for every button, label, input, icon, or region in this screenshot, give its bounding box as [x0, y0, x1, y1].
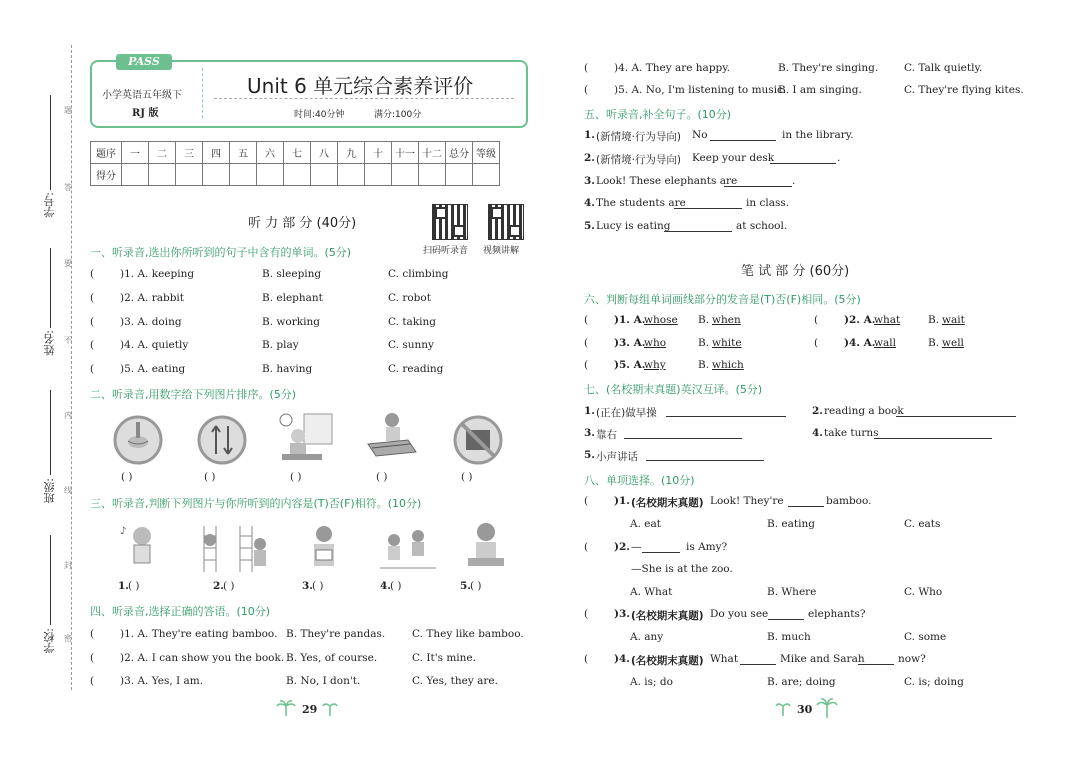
- no-talking-sign-image: [452, 414, 504, 466]
- answer-blank[interactable]: ( ): [390, 580, 402, 592]
- qr-code-listen[interactable]: [432, 204, 468, 240]
- word-b: when: [712, 314, 741, 326]
- item-text: .: [837, 152, 841, 164]
- score-cell[interactable]: [203, 164, 230, 186]
- fill-blank[interactable]: [770, 163, 836, 164]
- boy-reading-image: [278, 410, 336, 466]
- item-text: in the library.: [782, 129, 854, 141]
- table-cell: 十一: [392, 142, 419, 164]
- table-cell: 九: [338, 142, 365, 164]
- fill-blank[interactable]: [674, 208, 742, 209]
- palm-icon: [816, 698, 838, 718]
- binding-mark: 要: [64, 259, 72, 268]
- section-3-title: 三、听录音,判断下列图片与你所听到的内容是(T)否(F)相符。(10分): [90, 497, 422, 510]
- item-text: 小声讲话: [596, 451, 638, 463]
- paren-open: (: [90, 339, 95, 351]
- item-number: )2.: [614, 541, 630, 553]
- time-label: 时间:40分钟: [294, 110, 345, 120]
- binding-mark: 不: [64, 336, 72, 345]
- option-c: C. Talk quietly.: [904, 62, 983, 74]
- table-cell: 十: [365, 142, 392, 164]
- score-cell[interactable]: [257, 164, 284, 186]
- option-a: )3. A. Yes, I am.: [120, 675, 204, 687]
- option-c: C. some: [904, 631, 947, 643]
- section-2-title: 二、听录音,用数字给下列图片排序。(5分): [90, 388, 297, 401]
- boys-climbing-image: [196, 522, 274, 574]
- fill-blank[interactable]: [896, 416, 1016, 417]
- answer-blank[interactable]: ( ): [223, 580, 235, 592]
- binding-mark: 答: [64, 183, 72, 192]
- score-table-header-row: [91, 142, 500, 164]
- name-label: 姓名:: [43, 330, 56, 356]
- palm-icon: [322, 700, 338, 716]
- item-text: 靠右: [596, 429, 617, 441]
- full-score-label: 满分:100分: [374, 110, 422, 120]
- option-c: C. sunny: [388, 339, 434, 351]
- paren-open: (: [90, 316, 95, 328]
- table-cell: 总分: [446, 142, 473, 164]
- paren-open: (: [584, 84, 589, 96]
- answer-blank[interactable]: ( ): [312, 580, 324, 592]
- item-tag: (名校期末真题): [631, 655, 704, 667]
- paren-open: (: [90, 675, 95, 687]
- paren-open: (: [90, 363, 95, 375]
- paren-open: (: [584, 62, 589, 74]
- section-5-title: 五、听录音,补全句子。(10分): [584, 108, 732, 121]
- option-c: C. is; doing: [904, 676, 964, 688]
- qr-video-caption: 视频讲解: [483, 246, 520, 256]
- item-number: 5.: [460, 580, 471, 592]
- word-a: who: [644, 337, 667, 349]
- option-a: A. is; do: [630, 676, 673, 688]
- item-text: Lucy is eating: [596, 220, 671, 232]
- question-text: bamboo.: [826, 495, 872, 507]
- question-text: Do you see: [710, 608, 769, 620]
- answer-blank[interactable]: ( ): [461, 471, 473, 483]
- word-b: which: [712, 359, 744, 371]
- word-a: what: [874, 314, 901, 326]
- option-b: B. sleeping: [262, 268, 322, 280]
- qr-listen-caption: 扫码听录音: [423, 246, 469, 256]
- word-a: why: [644, 359, 666, 371]
- page-title: Unit 6 单元综合素养评价: [247, 74, 474, 98]
- paren-open: (: [584, 314, 589, 326]
- section-text: 英汉互译。(5分): [680, 383, 763, 396]
- item-number: 3.: [302, 580, 313, 592]
- option-b: B. They're singing.: [778, 62, 879, 74]
- item-text: No: [692, 129, 708, 141]
- fill-blank[interactable]: [664, 231, 732, 232]
- answer-blank[interactable]: ( ): [121, 471, 133, 483]
- item-number: )2. A.: [844, 314, 876, 326]
- name-line: [50, 248, 51, 328]
- item-text: take turns: [824, 427, 879, 439]
- option-c: C. Yes, they are.: [412, 675, 498, 687]
- palm-icon: [276, 700, 296, 716]
- fill-blank[interactable]: [788, 506, 824, 507]
- question-text: Look! They're: [710, 495, 784, 507]
- title-rule: [214, 98, 514, 99]
- option-b: B. No, I don't.: [286, 675, 361, 687]
- item-number: )5. A.: [614, 359, 646, 371]
- score-cell[interactable]: [311, 164, 338, 186]
- fill-blank[interactable]: [724, 186, 792, 187]
- class-label: 班级:: [43, 478, 56, 504]
- option-b: B.: [928, 337, 940, 349]
- pass-badge: PASS: [116, 54, 172, 70]
- section-8-title: 八、单项选择。(10分): [584, 474, 695, 487]
- item-number: 3.: [584, 427, 595, 439]
- table-cell: 十二: [419, 142, 446, 164]
- table-cell: 七: [284, 142, 311, 164]
- grade-label: 小学英语五年级下: [102, 90, 182, 101]
- option-b: B. much: [767, 631, 811, 643]
- section-7-title: [584, 381, 762, 397]
- option-a: A. What: [630, 586, 673, 598]
- class-line: [50, 390, 51, 475]
- answer-blank[interactable]: ( ): [470, 580, 482, 592]
- score-cell[interactable]: [149, 164, 176, 186]
- paren-open: (: [814, 337, 819, 349]
- boy-with-book-image: [300, 522, 352, 574]
- girl-singing-image: [116, 522, 168, 574]
- fill-blank[interactable]: [874, 438, 992, 439]
- score-cell[interactable]: [284, 164, 311, 186]
- option-b: B.: [698, 314, 710, 326]
- section-tag: 七、(名校期末真题): [584, 383, 681, 396]
- answer-line: —She is at the zoo.: [631, 563, 733, 575]
- word-b: wait: [942, 314, 965, 326]
- fill-blank[interactable]: [858, 664, 894, 665]
- palm-icon: [775, 700, 791, 716]
- item-text: at school.: [736, 220, 788, 232]
- item-number: )3. A.: [614, 337, 646, 349]
- option-c: C. climbing: [388, 268, 449, 280]
- item-number: 2.: [213, 580, 224, 592]
- paren-open: (: [90, 652, 95, 664]
- item-number: 4.: [380, 580, 391, 592]
- answer-blank[interactable]: ( ): [376, 471, 388, 483]
- exam-no-line: [50, 95, 51, 190]
- option-a: )3. A. doing: [120, 316, 182, 328]
- binding-dashed-line: [71, 45, 72, 690]
- word-b: well: [942, 337, 964, 349]
- item-number: 3.: [584, 175, 595, 187]
- option-c: C. Who: [904, 586, 943, 598]
- page-number-right: 30: [797, 703, 813, 716]
- fill-blank[interactable]: [646, 460, 764, 461]
- item-number: 4.: [584, 197, 595, 209]
- paren-open: (: [584, 337, 589, 349]
- option-b: B.: [698, 359, 710, 371]
- table-cell: 得分: [91, 164, 122, 186]
- score-cell[interactable]: [338, 164, 365, 186]
- option-c: C. reading: [388, 363, 444, 375]
- item-text: (正在)做早操: [596, 407, 657, 419]
- option-a: )2. A. rabbit: [120, 292, 185, 304]
- table-cell: 二: [149, 142, 176, 164]
- score-cell[interactable]: [392, 164, 419, 186]
- section-1-title: 一、听录音,选出你所听到的句子中含有的单词。(5分): [90, 246, 352, 259]
- option-b: B. having: [262, 363, 313, 375]
- item-number: )4. A.: [844, 337, 876, 349]
- item-number: 2.: [584, 152, 595, 164]
- option-c: C. It's mine.: [412, 652, 476, 664]
- table-cell: 题序: [91, 142, 122, 164]
- paren-open: (: [90, 292, 95, 304]
- table-cell: 一: [122, 142, 149, 164]
- listening-heading: 听 力 部 分 (40分): [248, 216, 357, 231]
- binding-mark: 线: [64, 486, 72, 495]
- item-text: reading a book: [824, 405, 904, 417]
- score-cell[interactable]: [176, 164, 203, 186]
- option-b: B. working: [262, 316, 320, 328]
- item-number: 1.: [584, 405, 595, 417]
- paren-open: (: [584, 541, 589, 553]
- score-cell[interactable]: [365, 164, 392, 186]
- question-text: —: [631, 541, 642, 553]
- page-number-left: 29: [302, 703, 318, 716]
- table-cell: 等级: [473, 142, 500, 164]
- word-b: white: [712, 337, 742, 349]
- option-b: B. Where: [767, 586, 817, 598]
- qr-code-video[interactable]: [488, 204, 524, 240]
- option-c: C. They like bamboo.: [412, 628, 524, 640]
- option-a: )4. A. quietly: [120, 339, 189, 351]
- item-tag: (新情境·行为导向): [596, 131, 682, 143]
- option-c: C. taking: [388, 316, 437, 328]
- option-b: B. elephant: [262, 292, 323, 304]
- item-text: in class.: [746, 197, 790, 209]
- answer-blank[interactable]: ( ): [128, 580, 140, 592]
- option-c: C. robot: [388, 292, 431, 304]
- option-b: B.: [698, 337, 710, 349]
- answer-blank[interactable]: ( ): [204, 471, 216, 483]
- question-text: elephants?: [808, 608, 866, 620]
- option-b: B. Yes, of course.: [286, 652, 378, 664]
- item-number: 1.: [118, 580, 129, 592]
- no-eating-sign-image: [112, 414, 164, 466]
- option-a: )5. A. eating: [120, 363, 186, 375]
- binding-mark: 封: [64, 561, 72, 570]
- item-tag: (名校期末真题): [631, 610, 704, 622]
- option-b: B. I am singing.: [778, 84, 862, 96]
- score-table: [90, 141, 500, 186]
- edition-label: RJ 版: [132, 108, 159, 119]
- option-a: )5. A. No, I'm listening to music.: [614, 84, 787, 96]
- fill-blank[interactable]: [710, 140, 776, 141]
- table-cell: 三: [176, 142, 203, 164]
- score-cell[interactable]: [419, 164, 446, 186]
- paren-open: (: [584, 653, 589, 665]
- option-a: A. eat: [630, 518, 661, 530]
- option-b: B. They're pandas.: [286, 628, 386, 640]
- fill-blank[interactable]: [768, 619, 804, 620]
- fill-blank[interactable]: [740, 664, 776, 665]
- score-cell[interactable]: [230, 164, 257, 186]
- option-b: B. are; doing: [767, 676, 836, 688]
- option-a: )1. A. They're eating bamboo.: [120, 628, 278, 640]
- item-tag: (新情境·行为导向): [596, 154, 682, 166]
- school-line: [50, 535, 51, 625]
- binding-mark: 题: [64, 106, 72, 115]
- table-cell: 五: [230, 142, 257, 164]
- item-text: Look! These elephants are: [596, 175, 738, 187]
- item-text: The students are: [596, 197, 686, 209]
- option-b: B.: [928, 314, 940, 326]
- school-label: 学校:: [43, 628, 56, 654]
- score-cell[interactable]: [446, 164, 473, 186]
- option-c: C. They're flying kites.: [904, 84, 1024, 96]
- exam-no-label: 学号:: [43, 192, 56, 218]
- section-4-title: 四、听录音,选择正确的答语。(10分): [90, 605, 271, 618]
- word-a: whose: [644, 314, 678, 326]
- option-a: )4. A. They are happy.: [614, 62, 731, 74]
- fill-blank[interactable]: [642, 552, 680, 553]
- binding-mark: 密: [64, 634, 72, 643]
- item-number: 5.: [584, 220, 595, 232]
- item-number: 4.: [812, 427, 823, 439]
- score-table-score-row: [91, 164, 500, 186]
- writing-heading: 笔 试 部 分 (60分): [741, 264, 850, 279]
- question-text: now?: [898, 653, 926, 665]
- score-cell[interactable]: [122, 164, 149, 186]
- item-number: )1. A.: [614, 314, 646, 326]
- option-b: B. eating: [767, 518, 815, 530]
- kids-playing-image: [376, 522, 440, 574]
- item-text: .: [792, 175, 796, 187]
- item-number: )3.: [614, 608, 630, 620]
- question-text: is Amy?: [686, 541, 728, 553]
- keep-right-sign-image: [196, 414, 248, 466]
- section-6-title: 六、判断每组单词画线部分的发音是(T)否(F)相同。(5分): [584, 293, 861, 306]
- header-divider: [202, 68, 203, 118]
- option-b: B. play: [262, 339, 299, 351]
- paren-open: (: [90, 628, 95, 640]
- binding-mark: 内: [64, 411, 72, 420]
- item-number: )4.: [614, 653, 630, 665]
- table-cell: 四: [203, 142, 230, 164]
- table-cell: 八: [311, 142, 338, 164]
- option-a: )2. A. I can show you the book.: [120, 652, 285, 664]
- paren-open: (: [584, 608, 589, 620]
- item-number: )1.: [614, 495, 630, 507]
- question-text: Mike and Sarah: [780, 653, 865, 665]
- girl-cleaning-desk-image: [362, 410, 420, 466]
- word-a: wall: [874, 337, 896, 349]
- item-text: Keep your desk: [692, 152, 775, 164]
- header-box: [90, 55, 528, 128]
- paren-open: (: [814, 314, 819, 326]
- item-number: 1.: [584, 129, 595, 141]
- table-cell: 六: [257, 142, 284, 164]
- item-tag: (名校期末真题): [631, 497, 704, 509]
- option-a: )1. A. keeping: [120, 268, 195, 280]
- fill-blank[interactable]: [624, 438, 742, 439]
- fill-blank[interactable]: [666, 416, 786, 417]
- svg-text:♪: ♪: [120, 526, 127, 537]
- paren-open: (: [90, 268, 95, 280]
- paren-open: (: [584, 359, 589, 371]
- paren-open: (: [584, 495, 589, 507]
- item-number: 5.: [584, 449, 595, 461]
- score-cell[interactable]: [473, 164, 500, 186]
- girl-eating-image: [460, 520, 512, 572]
- question-text: What: [710, 653, 739, 665]
- item-number: 2.: [812, 405, 823, 417]
- option-c: C. eats: [904, 518, 941, 530]
- answer-blank[interactable]: ( ): [290, 471, 302, 483]
- option-a: A. any: [630, 631, 664, 643]
